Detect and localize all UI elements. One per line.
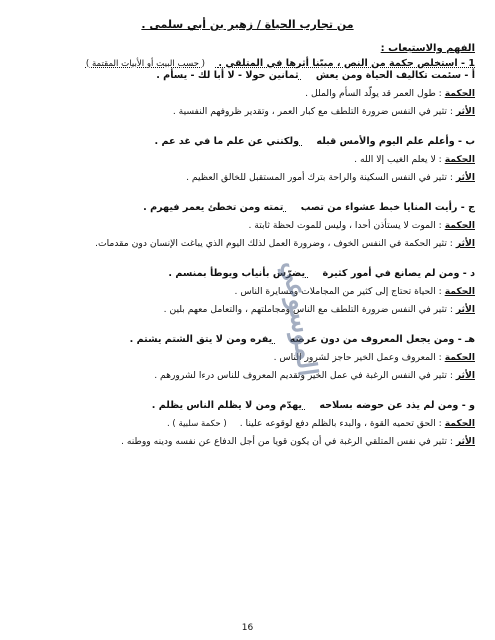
verse-first-hemistich: هـ - ومن يجعل المعروف من دون عرضه bbox=[289, 334, 475, 345]
wisdom-line bbox=[20, 220, 475, 232]
verse-item bbox=[20, 70, 475, 118]
effect-text: : تثير في النفس ضرورة التلطف مع الناس ومجاملتهم ، والتعامل معهم بلين . bbox=[163, 304, 453, 315]
wisdom-text: : الموت لا يستأذن أحدا ، وليس للموت لحظة ثابتة . bbox=[248, 220, 442, 231]
verse-first-hemistich: أ - سئمت تكاليف الحياة ومن يعش bbox=[315, 70, 475, 81]
effect-text: : تثير الحكمة في النفس الخوف ، وضرورة العمل لذلك اليوم الذي يباغت الإنسان دون مقدمات. bbox=[95, 238, 453, 249]
effect-line bbox=[20, 304, 475, 316]
verse-line bbox=[20, 400, 475, 412]
wisdom-line bbox=[20, 88, 475, 100]
wisdom-label: الحكمة bbox=[444, 154, 475, 165]
wisdom-text: : المعروف وعمل الخير حاجز لشرور الناس . bbox=[273, 352, 442, 363]
verse-second-hemistich: ولكنني عن علم ما في غد عم . bbox=[154, 136, 300, 147]
verse-second-hemistich: ثمانين حولا - لا أبا لك - يسأم . bbox=[156, 70, 299, 81]
verse-first-hemistich: د - ومن لم يصانع في أمور كثيرة bbox=[322, 268, 475, 279]
wisdom-note: ( حكمة سلبية ) . bbox=[166, 419, 227, 429]
verse-second-hemistich: يهدّم ومن لا يظلم الناس يظلم . bbox=[151, 400, 302, 411]
verse-line bbox=[20, 268, 475, 280]
effect-line bbox=[20, 370, 475, 382]
wisdom-line bbox=[20, 154, 475, 166]
effect-label: الأثر bbox=[455, 370, 475, 381]
wisdom-label: الحكمة bbox=[444, 418, 475, 429]
effect-line bbox=[20, 106, 475, 118]
wisdom-label: الحكمة bbox=[444, 286, 475, 297]
effect-label: الأثر bbox=[455, 106, 475, 117]
verse-line bbox=[20, 136, 475, 148]
effect-text: : تثير في النفس ضرورة التلطف مع كبار العمر ، وتقدير ظروفهم النفسية . bbox=[172, 106, 453, 117]
wisdom-text: : طول العمر قد يولّد السأم والملل . bbox=[305, 88, 442, 99]
wisdom-line bbox=[20, 352, 475, 364]
wisdom-text: : لا يعلم الغيب إلا الله . bbox=[354, 154, 442, 165]
verse-line bbox=[20, 70, 475, 82]
verse-line bbox=[20, 202, 475, 214]
question-1 bbox=[20, 58, 475, 70]
wisdom-label: الحكمة bbox=[444, 352, 475, 363]
effect-label: الأثر bbox=[455, 436, 475, 447]
verse-second-hemistich: يفره ومن لا يتق الشتم يشتم . bbox=[129, 334, 273, 345]
effect-label: الأثر bbox=[455, 172, 475, 183]
verse-second-hemistich: يضرّس بأنياب ويوطأ بمنسم . bbox=[168, 268, 306, 279]
question-1-note: ( حسب البيت أو الأبيات المقتمة ) bbox=[85, 59, 206, 69]
effect-line bbox=[20, 172, 475, 184]
section-heading: الفهم والاستيعاب : bbox=[380, 43, 475, 54]
document-page bbox=[20, 18, 475, 622]
effect-line bbox=[20, 436, 475, 448]
page-title: من تجارب الحياة / زهير بن أبي سلمى . bbox=[141, 18, 354, 31]
wisdom-label: الحكمة bbox=[444, 88, 475, 99]
effect-text: : تثير في النفس السكينة والراحة بترك أمور المستقبل للخالق العظيم . bbox=[186, 172, 453, 183]
wisdom-label: الحكمة bbox=[444, 220, 475, 231]
verse-item bbox=[20, 400, 475, 448]
effect-text: : تثير في النفس الرغبة في عمل الخير وتقديم المعروف للناس درءا لشرورهم . bbox=[154, 370, 453, 381]
wisdom-line bbox=[20, 286, 475, 298]
verse-first-hemistich: ب - وأعلم علم اليوم والأمس قبله bbox=[316, 136, 475, 147]
wisdom-line bbox=[20, 418, 475, 430]
verse-second-hemistich: تمته ومن تخطئ يعمر فيهرم . bbox=[143, 202, 284, 213]
verse-item bbox=[20, 136, 475, 184]
verse-line bbox=[20, 334, 475, 346]
page-number: 16 bbox=[241, 623, 254, 633]
effect-line bbox=[20, 238, 475, 250]
verse-first-hemistich: و - ومن لم يذد عن حوضه بسلاحه bbox=[319, 400, 475, 411]
verse-item bbox=[20, 268, 475, 316]
effect-text: : تثير في نفس المتلقي الرغبة في أن يكون قويا من أجل الدفاع عن نفسه ودينه ووطنه . bbox=[121, 436, 453, 447]
verse-first-hemistich: ج - رأيت المنايا خبط عشواء من تصب bbox=[300, 202, 475, 213]
effect-label: الأثر bbox=[455, 304, 475, 315]
effect-label: الأثر bbox=[455, 238, 475, 249]
verse-item bbox=[20, 202, 475, 250]
wisdom-text: : الحياة تحتاج إلى كثير من المجاملات ومسايرة الناس . bbox=[234, 286, 442, 297]
verse-item bbox=[20, 334, 475, 382]
question-1-text: 1 - استخلص حكمة من النص ، مبيّنا أثرها في المتلقي . bbox=[218, 58, 475, 69]
watermark-stamp: الموسوعي bbox=[276, 259, 323, 379]
wisdom-text: : الحق تحميه القوة ، والبدء بالظلم دفع لوقوعه علينا . bbox=[239, 418, 442, 429]
